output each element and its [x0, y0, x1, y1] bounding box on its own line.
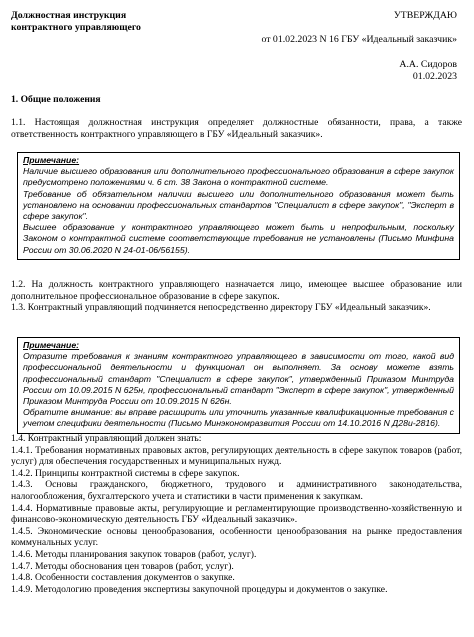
note-paragraph: Требование об обязательном наличии высшего или дополнительного образования может быть установлено на основании профессиональных стандартов "Специалист в сфере закупок", "Эксперт в сфере закупок".: [23, 188, 454, 222]
title-line-1: Должностная инструкция: [11, 10, 127, 21]
signer-name: А.А. Сидоров: [399, 59, 457, 70]
paragraph-1-3: 1.3. Контрактный управляющий подчиняется непосредственно директору ГБУ «Идеальный заказчик».: [11, 302, 431, 313]
note-paragraph: Отразите требования к знаниям контрактного управляющего в зависимости от того, какой вид профессиональной деятельности и функционал он выполняет. За основу можете взять профессиональный стандарт "Специалист в сфере закупок", утвержденный Приказом Минтруда России от 10.09.2015 N 625н, профессиональный стандарт "Эксперт в сфере закупок", утвержденный Приказом Минтруда России от 10.09.2015 N 626н.: [23, 351, 454, 407]
list-item: 1.4. Контрактный управляющий должен знать:: [11, 433, 202, 444]
note-title: Примечание:: [23, 340, 80, 350]
note-paragraph: Высшее образование у контрактного управляющего может быть и непрофильным, поскольку Законом о контрактной системе соответствующие требования не установлены (Письмо Минфина России от 30.06.2020 N 24-01-06/56155).: [23, 222, 454, 255]
list-item: 1.4.7. Методы обоснования цен товаров (работ, услуг).: [11, 560, 234, 572]
note-title: Примечание:: [23, 155, 80, 165]
approval-order: от 01.02.2023 N 16 ГБУ «Идеальный заказчик»: [261, 34, 457, 45]
knowledge-list: [11, 433, 462, 595]
note-paragraph: Обратите внимание: вы вправе расширить или уточнить указанные квалификационные требования с учетом специфики деятельности (Письмо Минэкономразвития России от 14.10.2016 N Д28и-2816).: [23, 407, 454, 429]
list-item: 1.4.2. Принципы контрактной системы в сфере закупок.: [11, 467, 240, 479]
approval-signer: [399, 59, 457, 83]
approval-date: 01.02.2023: [412, 71, 457, 82]
list-item: 1.4.3. Основы гражданского, бюджетного, трудового и административного законодательства, налогообложения, бухгалтерского учета и статистики в части применения к закупкам.: [11, 479, 462, 502]
list-item: 1.4.6. Методы планирования закупок товаров (работ, услуг).: [11, 548, 257, 560]
note-box-2: [17, 337, 460, 434]
paragraph-1-2: 1.2. На должность контрактного управляющего назначается лицо, имеющее высшее образование или дополнительное профессиональное образование в сфере закупок.: [11, 279, 462, 302]
note-paragraph: Наличие высшего образования или дополнительного профессионального образования в сфере закупок предусмотрено положениями ч. 6 ст. 38 Закона о контрактной системе.: [23, 166, 454, 188]
note-box-1: [17, 152, 460, 260]
list-item: 1.4.4. Нормативные правовые акты, регулирующие и регламентирующие производственно-хозяйственную и финансово-экономическую деятельность ГБУ «Идеальный заказчик».: [11, 502, 462, 526]
title-line-2: контрактного управляющего: [11, 22, 141, 33]
document-title: [11, 10, 141, 34]
approve-label: УТВЕРЖДАЮ: [393, 10, 457, 21]
list-item: 1.4.5. Экономические основы ценообразования, особенности ценообразования на рынке предоставления коммунальных услуг.: [11, 525, 462, 549]
paragraph-1-1: 1.1. Настоящая должностная инструкция определяет должностные обязанности, права, а также ответственность контрактного управляющего в ГБУ «Идеальный заказчик».: [11, 117, 462, 140]
list-item: 1.4.9. Методологию проведения экспертизы закупочной процедуры и документов о закупке.: [11, 583, 388, 595]
section-heading: 1. Общие положения: [11, 94, 101, 105]
list-item: 1.4.1. Требования нормативных правовых актов, регулирующих деятельность в сфере закупок товаров (работ, услуг) для обеспечения государственных и муниципальных нужд.: [11, 444, 462, 468]
list-item: 1.4.8. Особенности составления документов о закупке.: [11, 572, 235, 584]
